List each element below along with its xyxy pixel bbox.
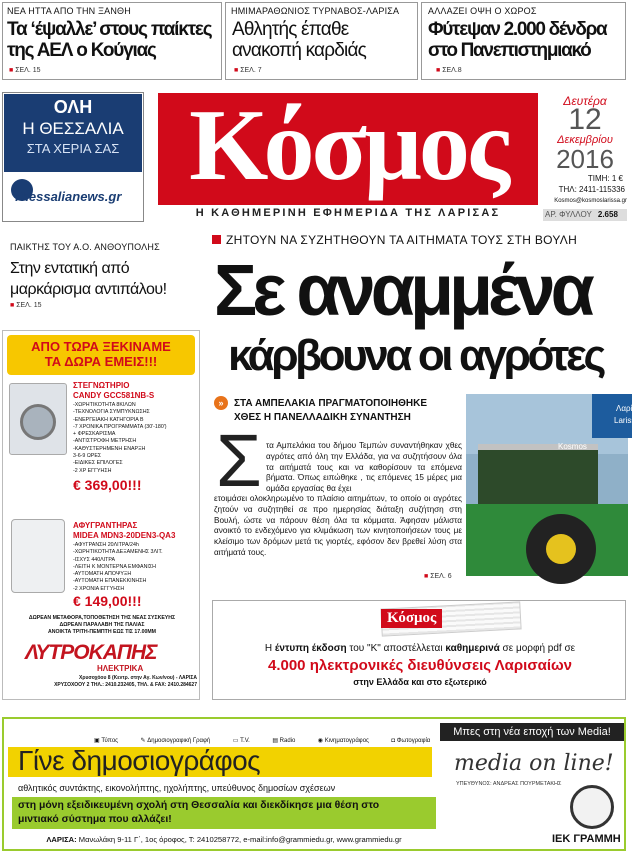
masthead-title: Κόσμος [189,89,507,202]
photo-sign-text-2: Lariss [614,416,636,425]
lead-headline-1[interactable]: Σε αναμμένα [214,251,590,331]
date-email: Kosmos@kosmoslarissa.gr [554,198,627,204]
thessalia-ad-line2: Η ΘΕΣΣΑΛΙΑ [22,119,124,138]
lytrokapis-logo-sub: ΗΛΕΚΤΡΙΚΑ [97,664,144,673]
teaser-kicker: ΗΜΙΜΑΡΑΘΩΝΙΟΣ ΤΥΡΝΑΒΟΣ-ΛΑΡΙΣΑ [231,6,400,16]
thessalia-ad-line1: ΟΛΗ [53,97,93,117]
thessalia-ad-line3: ΣΤΑ ΧΕΡΙΑ ΣΑΣ [26,141,120,156]
gramm-sub: αθλητικός συντάκτης, εικονολήπτης, ηχολήπτης, υπεύθυνος δημοσίων σχέσεων [18,783,336,793]
gramm-director: ΥΠΕΥΘΥΝΟΣ: ΑΝΔΡΕΑΣ ΠΟΥΡΜΕΤΑΚΗΣ [456,781,562,787]
ad-banner-line1: ΑΠΟ ΤΩΡΑ ΞΕΚΙΝΑΜΕ [31,339,171,354]
dryer-specs: -ΧΩΡΗΤΙΚΟΤΗΤΑ 8ΚΙΛΩΝ -ΤΕΧΝΟΛΟΓΙΑ ΣΥΜΠΥΚΝΩΣΗΣ -ΕΝΕΡΓΕΙΑΚΗ ΚΑΤΗΓΟΡΙΑ Β -7 ΧΡΟΝΙΚΑ ΠΡΟΓΡΑΜΜΑΤΑ (30'-180') + ΦΡΕΣΚΑΡΙΣΜΑ -ΑΝΤΙΣΤΡΟΦΗ ΜΕΤΡΗΣΗ -ΚΑΘΥΣΤΕΡΗΜΕΝΗ ΕΝΑΡΞΗ 3-6-9 ΩΡΕΣ -ΕΙΔΙΚΕΣ ΕΠΙΛΟΓΕΣ -2 ΧΡ ΕΓΓΥΗΣΗ [73,402,167,474]
lead-subhead: » ΣΤΑ ΑΜΠΕΛΑΚΙΑ ΠΡΑΓΜΑΤΟΠΟΙΗΘΗΚΕ ΧΘΕΣ Η ΠΑΝΕΛΛΑΔΙΚΗ ΣΥΝΑΝΤΗΣΗ [214,396,427,425]
top-teaser-2[interactable] [225,2,418,80]
lead-headline-2[interactable]: κάρβουνα οι αγρότες [228,331,603,380]
tractor-photo[interactable] [466,394,637,576]
masthead-tagline: Η ΚΑΘΗΜΕΡΙΝΗ ΕΦΗΜΕΡΙΔΑ ΤΗΣ ΛΑΡΙΣΑΣ [195,207,501,219]
teaser-headline: Τα ‘έψαλλε’ στους παίκτες της ΑΕΛ ο Κούγιας [7,19,212,61]
lytrokapis-logo: ΛΥΤΡΟΚΑΠΗΣ [25,641,157,664]
masthead-logo-block[interactable] [158,89,538,205]
gramm-ad[interactable] [2,717,626,851]
dehumidifier-title: ΑΦΥΓΡΑΝΤΗΡΑΣ MIDEA MDN3-20DEN3-QA3 [73,521,176,540]
gramm-school-name: ΙΕΚ ΓΡΑΜΜΗ [552,833,621,845]
photo-sign-text-1: Λαρίσ [616,404,637,413]
thessalianews-ad[interactable] [2,92,144,222]
teaser-headline: Στην εντατική από μαρκάρισμα αντιπάλου! [10,260,167,298]
dehumidifier-price: € 149,00!!! [73,593,142,609]
gramm-contact: ΛΑΡΙΣΑ: Μανωλάκη 9-11 Γ΄, 1ος όροφος, Τ: 2410258772, e-mail:info@grammiedu.gr, www.grammiedu.gr [46,835,402,844]
thessalia-ad-brand: Thessalianews.gr [13,189,122,204]
promo-line-3: στην Ελλάδα και στο εξωτερικό [353,677,487,687]
issue-number-row [543,209,627,221]
newspaper-icon: ▣ Τύπος [94,738,119,744]
photo-tractor-rim [546,534,576,564]
photo-tractor-label: Kosmos [558,442,587,451]
date-year: 2016 [556,144,614,174]
top-teaser-3[interactable] [421,2,626,80]
issue-number: 2.658 [597,210,618,219]
lead-dropcap: Σ [216,419,262,502]
page-ref: ■ ΣΕΛ.8 [436,67,462,74]
page-ref: ■ ΣΕΛ. 7 [234,67,262,74]
issue-label: ΑΡ. ΦΥΛΛΟΥ [545,210,592,219]
date-day: 12 [568,103,602,136]
film-camera-icon: ◉ Κινηματογράφος [317,738,369,744]
dryer-price: € 369,00!!! [73,477,142,493]
promo-line-2: 4.000 ηλεκτρονικές διευθύνσεις Λαρισαίων [267,657,573,674]
teaser-kicker: ΑΛΛΑΖΕΙ ΟΨΗ Ο ΧΩΡΟΣ [428,6,537,16]
date-month: Δεκεμβρίου [557,134,613,146]
pen-icon: ✎ Δημοσιογραφική Γραφή [140,738,211,744]
date-weekday: Δευτέρα [563,94,607,108]
lead-body-first: τα Αμπελάκια του δήμου Τεμπών συναντήθηκαν χθες αγρότες από όλη την Ελλάδα, για να συζητήσουν όλα τα αιτήματά τους και να καθορίσουν τα επόμενα βήματα. Όπως ειπώθηκε , τις επόμενες 15 μέρες μια ομάδα εργασίας θα έχει [266,441,462,494]
page-ref: ■ ΣΕΛ. 15 [10,302,42,309]
date-box [543,92,627,222]
double-chevron-icon: » [214,396,228,410]
photo-tractor-cab [478,444,598,504]
promo-line-1: Η έντυπη έκδοση του "Κ" αποστέλλεται καθημερινά σε μορφή pdf σε [264,643,576,654]
lytrokapis-address: Χρυσοχόου 8 (Κεντρ. στην Αγ. Κων/νου) - ΛΑΡΙΣΑ ΧΡΥΣΟΧΟΟΥ 2 ΤΗΛ.: 2410.232405, ΤΗΛ. & FAX: 2410.284627 [54,675,197,688]
gramm-tagline: Μπες στη νέα εποχή των Media! [440,723,624,741]
ad-banner-line2: ΤΑ ΔΩΡΑ ΕΜΕΙΣ!!! [44,354,158,369]
page-ref: ■ ΣΕΛ. 15 [9,67,41,74]
photo-camera-icon: ◘ Φωτογραφία [391,738,431,744]
gramm-seal-icon [570,785,614,829]
promo-logo: Κόσμος [381,609,442,628]
gramm-pitch: στη μόνη εξειδικευμένη σχολή στη Θεσσαλία και διεκδίκησε μια θέση στο μιντιακό σύστημα που αλλάζει! [12,797,436,829]
dryer-title: ΣΤΕΓΝΩΤΗΡΙΟ CANDY GCC581NB-S [73,381,155,400]
left-teaser[interactable] [2,232,200,322]
red-square-icon [212,235,221,244]
lead-kicker: ΖΗΤΟΥΝ ΝΑ ΣΥΖΗΤΗΘΟΥΝ ΤΑ ΑΙΤΗΜΑΤΑ ΤΟΥΣ ΣΤΗ ΒΟΥΛΗ [212,233,577,247]
ad-banner [7,335,195,375]
dehumidifier-image [11,519,65,593]
top-teaser-1[interactable] [2,2,222,80]
lead-body-rest: ετοιμάσει ολοκληρωμένο το πλαίσιο αιτημάτων, το οποίο οι αγρότες ζητούν να συζητηθεί σε προ ημερησίας διάταξη συζήτηση στη Βουλή, ώστε να πάρουν θέση όλα τα κόμματα. Άφησαν μάλιστα ανοικτό το ενδεχόμενο για κλιμάκωση των κινητοποιήσεων τους με κλείσιμο των δρόμων μετά τις γιορτές, εφόσον δεν βρεθεί λύση στα αιτήματά τους. [214,494,462,557]
teaser-kicker: ΝΕΑ ΗΤΤΑ ΑΠΟ ΤΗΝ ΞΑΝΘΗ [7,6,131,16]
teaser-headline: Αθλητής έπαθε ανακοπή καρδιάς [232,19,366,61]
dryer-image [9,383,67,455]
teaser-headline: Φύτεψαν 2.000 δένδρα στο Πανεπιστημιακό [428,19,607,61]
lytrokapis-ad[interactable] [2,330,200,700]
page-ref: ■ ΣΕΛ. 6 [424,573,452,580]
dehumidifier-specs: -ΑΦΥΓΡΑΝΣΗ 20ΛΙΤΡΑ/24h -ΧΩΡΗΤΙΚΟΤΗΤΑ ΔΕΞΑΜΕΝΗΣ 3ΛΙΤ. -ΙΣΧΥΣ 440ΛΙΤΡΑ -ΛΕΙΤΗ Κ ΜΟΝΤΕΡΝΑ ΕΜΦΑΝΙΣΗ -ΑΥΤΟΜΑΤΗ ΑΠΟΨΥΞΗ -ΑΥΤΟΜΑΤΗ ΕΠΑΝΕΚΚΙΝΗΣΗ -2 ΧΡΟΝΙΑ ΕΓΓΥΗΣΗ [73,542,163,592]
radio-icon: ▤ Radio [272,738,296,744]
tv-icon: ▭ T.V. [232,738,250,744]
date-price: ΤΙΜΗ: 1 € [587,174,623,183]
gramm-media-online: media on line! [454,751,614,776]
gramm-headline: Γίνε δημοσιογράφος [18,745,261,776]
ad-footnotes: ΔΩΡΕΑΝ ΜΕΤΑΦΟΡΑ,ΤΟΠΟΘΕΤΗΣΗ ΤΗΣ ΝΕΑΣ ΣΥΣΚΕΥΗΣ ΔΩΡΕΑΝ ΠΑΡΑΛΑΒΗ ΤΗΣ ΠΑΛΙΑΣ ΑΝΟΙΚΤΑ ΤΡΙΤΗ-ΠΕΜΠΤΗ ΕΩΣ ΤΙΣ 17.00ΜΜ [28,615,176,635]
edition-promo[interactable] [212,600,626,700]
date-phone: ΤΗΛ: 2411-115336 [558,185,625,194]
teaser-kicker: ΠΑΙΚΤΗΣ ΤΟΥ Α.Ο. ΑΝΘΟΥΠΟΛΗΣ [10,242,160,252]
